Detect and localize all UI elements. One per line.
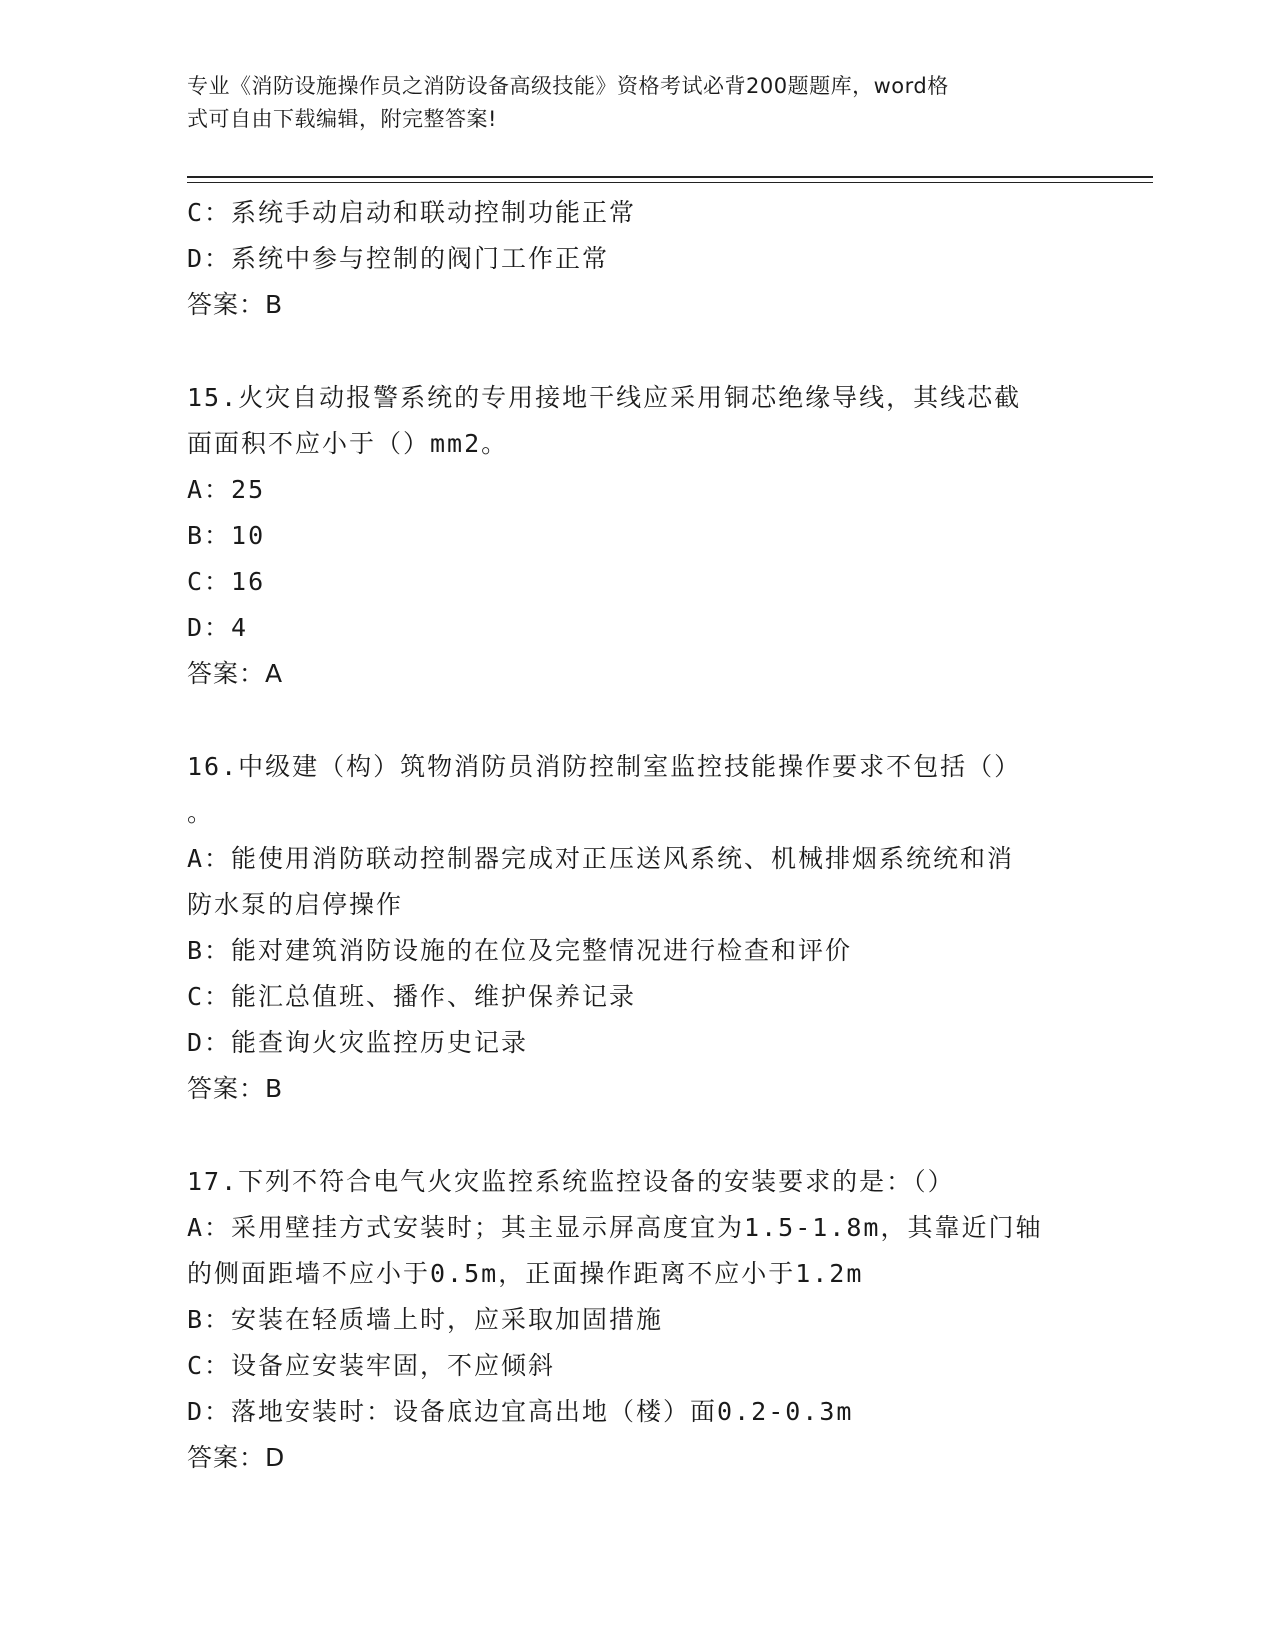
option-c: C：能汇总值班、播作、维护保养记录 [187,982,637,1011]
question-stem-cont: 面面积不应小于（）mm2。 [187,429,509,458]
answer: 答案：B [187,290,284,319]
option-a-cont: 防水泵的启停操作 [187,890,404,919]
question-list [187,190,1087,1481]
option-d: D：系统中参与控制的阀门工作正常 [187,244,610,273]
header-line-2: 式可自由下载编辑，附完整答案! [187,107,497,131]
answer: 答案：B [187,1074,284,1103]
question-stem: 15.火灾自动报警系统的专用接地干线应采用铜芯绝缘导线，其线芯截 [187,383,1022,412]
question-stem: 17.下列不符合电气火灾监控系统监控设备的安装要求的是：（） [187,1167,955,1196]
header-rule-thick [187,176,1153,178]
option-b: B：安装在轻质墙上时，应采取加固措施 [187,1305,664,1334]
option-b: B：10 [187,521,266,550]
document-header [187,70,1067,136]
header-rule-thin [187,182,1153,183]
option-a: A：能使用消防联动控制器完成对正压送风系统、机械排烟系统统和消 [187,844,1015,873]
option-d: D：能查询火灾监控历史记录 [187,1028,529,1057]
question-stem-cont: 。 [187,798,215,827]
answer: 答案：A [187,659,284,688]
option-c: C：设备应安装牢固，不应倾斜 [187,1351,556,1380]
option-a: A：采用壁挂方式安装时；其主显示屏高度宜为1.5-1.8m，其靠近门轴 [187,1213,1043,1242]
header-line-1: 专业《消防设施操作员之消防设备高级技能》资格考试必背200题题库，word格 [187,74,949,98]
question-block-prev [187,190,1087,328]
answer: 答案：D [187,1443,286,1472]
question-block-17 [187,1159,1087,1481]
option-b: B：能对建筑消防设施的在位及完整情况进行检查和评价 [187,936,853,965]
option-c: C：16 [187,567,266,596]
option-a-cont: 的侧面距墙不应小于0.5m，正面操作距离不应小于1.2m [187,1259,864,1288]
question-block-15 [187,375,1087,697]
question-stem: 16.中级建（构）筑物消防员消防控制室监控技能操作要求不包括（） [187,752,1022,781]
question-block-16 [187,744,1087,1112]
option-d: D：4 [187,613,249,642]
option-d: D：落地安装时：设备底边宜高出地（楼）面0.2-0.3m [187,1397,854,1426]
option-a: A：25 [187,475,266,504]
option-c: C：系统手动启动和联动控制功能正常 [187,198,637,227]
